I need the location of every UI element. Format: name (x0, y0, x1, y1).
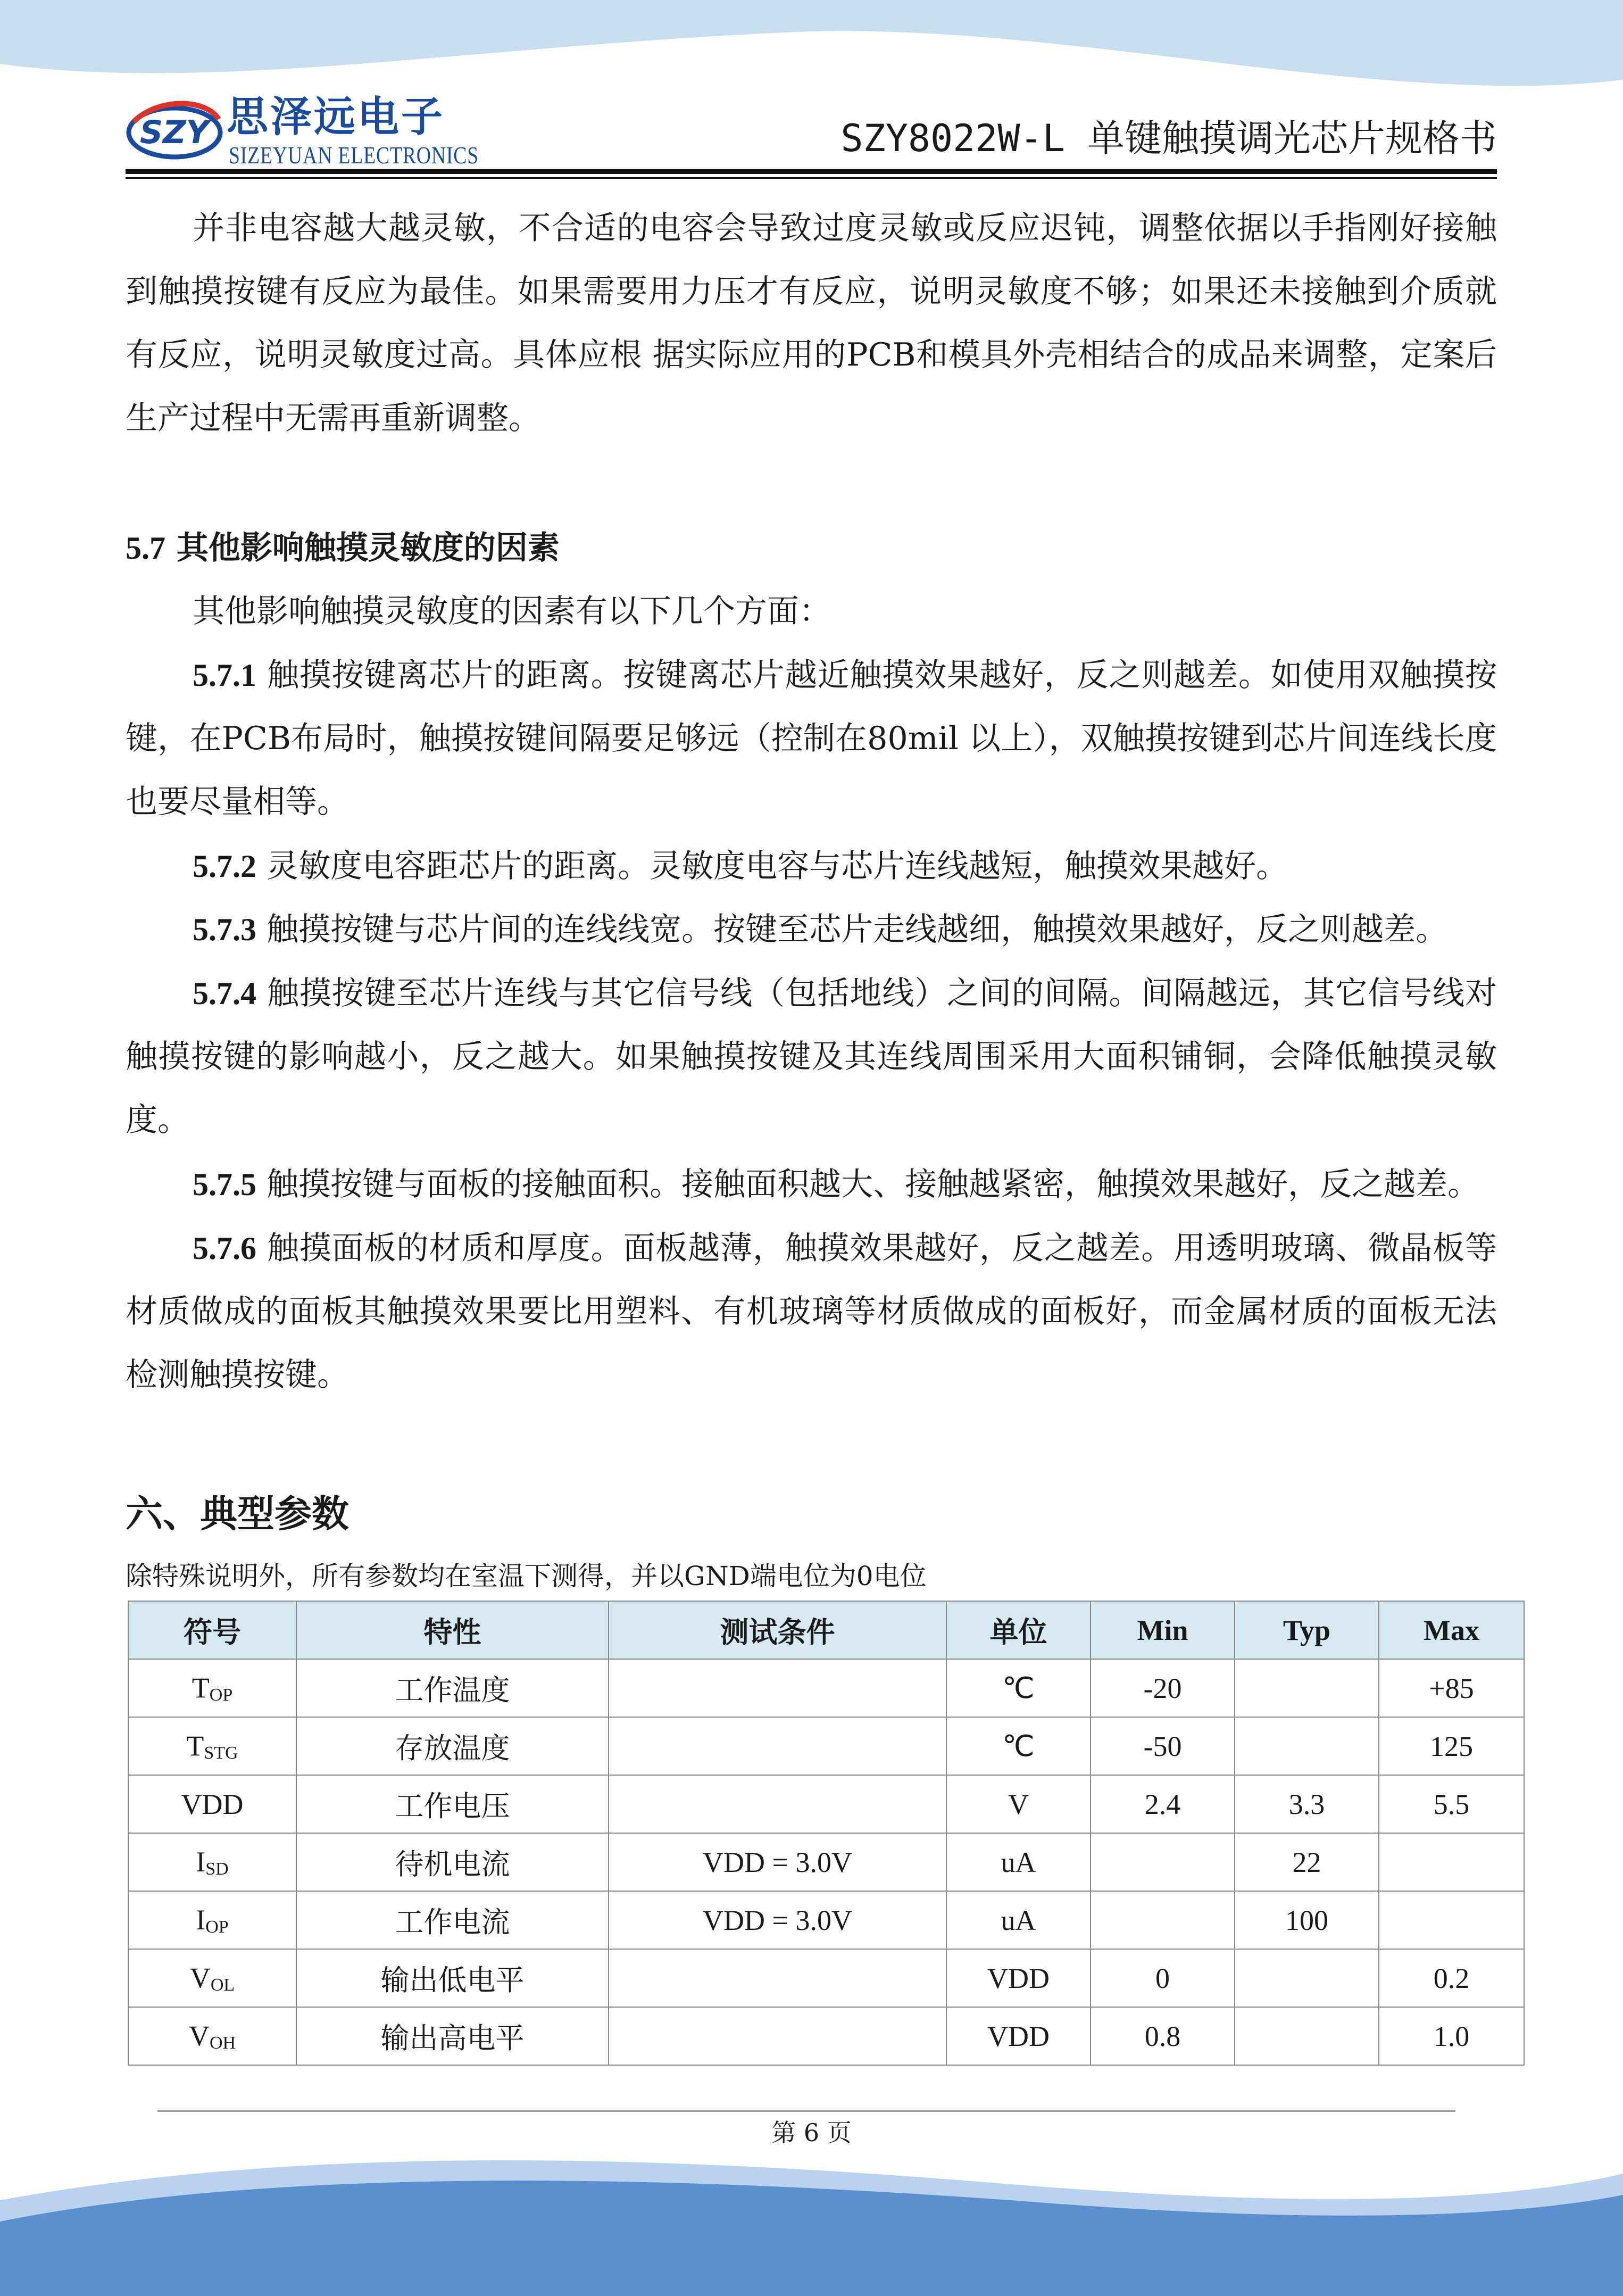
cell-typ: 22 (1235, 1833, 1379, 1891)
item-number: 5.7.2 (193, 849, 256, 884)
item-5-7-5 (126, 1153, 1497, 1216)
szy-logo-icon (126, 101, 223, 161)
symbol-main: T (186, 1729, 204, 1762)
symbol-subscript: STG (204, 1743, 238, 1763)
header-rule-thin (126, 177, 1497, 179)
cell-condition (609, 1717, 946, 1775)
company-logo (126, 93, 477, 173)
symbol-subscript: OL (210, 1975, 235, 1995)
cell-symbol (128, 1833, 296, 1891)
company-name-en: SIZEYUAN ELECTRONICS (229, 142, 479, 169)
cell-max: 1.0 (1379, 2007, 1524, 2065)
section-number: 5.7 (126, 531, 165, 566)
cell-min: -20 (1091, 1659, 1235, 1717)
cell-condition (609, 1775, 946, 1833)
cell-symbol (128, 1717, 296, 1775)
item-5-7-2 (126, 835, 1497, 898)
cell-max: +85 (1379, 1659, 1524, 1717)
symbol-subscript: OP (205, 1917, 229, 1937)
table-row (128, 1891, 1524, 1949)
cell-symbol (128, 1891, 296, 1949)
cell-unit: uA (946, 1833, 1091, 1891)
col-header-min: Min (1091, 1601, 1235, 1659)
cell-max (1379, 1833, 1524, 1891)
table-row (128, 1949, 1524, 2007)
symbol-subscript: SD (205, 1859, 229, 1879)
cell-unit: ℃ (946, 1717, 1091, 1775)
cell-condition: VDD = 3.0V (609, 1891, 946, 1949)
cell-characteristic: 待机电流 (296, 1833, 609, 1891)
symbol-main: VDD (181, 1788, 244, 1820)
item-number: 5.7.5 (193, 1167, 256, 1202)
top-wave-decoration (0, 0, 1623, 106)
section-lead: 其他影响触摸灵敏度的因素有以下几个方面： (193, 593, 831, 630)
cell-typ: 100 (1235, 1891, 1379, 1949)
cell-typ (1235, 1659, 1379, 1717)
svg-text:SZY: SZY (139, 114, 210, 151)
cell-characteristic: 输出高电平 (296, 2007, 609, 2065)
symbol-subscript: OH (209, 2033, 236, 2053)
item-number: 5.7.4 (193, 976, 256, 1011)
cell-min: 0 (1091, 1949, 1235, 2007)
item-text: 触摸按键与芯片间的连线线宽。按键至芯片走线越细，触摸效果越好，反之则越差。 (267, 911, 1448, 948)
col-header-symbol: 符号 (128, 1601, 296, 1659)
cell-typ (1235, 1717, 1379, 1775)
symbol-main: I (196, 1903, 206, 1936)
cell-condition (609, 2007, 946, 2065)
item-5-7-6 (126, 1217, 1497, 1407)
cell-typ: 3.3 (1235, 1775, 1379, 1833)
item-5-7-1 (126, 644, 1497, 834)
cell-max (1379, 1891, 1524, 1949)
cell-condition: VDD = 3.0V (609, 1833, 946, 1891)
bottom-wave-decoration (0, 2136, 1623, 2296)
symbol-main: I (196, 1845, 206, 1878)
cell-unit: uA (946, 1891, 1091, 1949)
cell-unit: ℃ (946, 1659, 1091, 1717)
item-text: 触摸按键与面板的接触面积。接触面积越大、接触越紧密，触摸效果越好，反之越差。 (267, 1166, 1480, 1203)
cell-characteristic: 工作温度 (296, 1659, 609, 1717)
item-number: 5.7.6 (193, 1231, 256, 1266)
footer-rule (157, 2110, 1455, 2112)
section-heading-5-7 (126, 527, 560, 569)
item-text: 灵敏度电容距芯片的距离。灵敏度电容与芯片连线越短，触摸效果越好。 (267, 848, 1288, 885)
cell-characteristic: 输出低电平 (296, 1949, 609, 2007)
cell-condition (609, 1659, 946, 1717)
table-row (128, 1717, 1524, 1775)
page-number: 第 6 页 (771, 2118, 852, 2147)
item-text: 触摸按键至芯片连线与其它信号线（包括地线）之间的间隔。间隔越远，其它信号线对触摸按键的影响越小，反之越大。如果触摸按键及其连线周围采用大面积铺铜，会降低触摸灵敏度。 (126, 975, 1497, 1139)
company-name-cn: 思泽远电子 (227, 93, 445, 141)
page-header (126, 93, 1497, 178)
section-heading-6: 六、典型参数 (126, 1491, 349, 1536)
symbol-main: V (188, 2019, 210, 2052)
cell-symbol (128, 1949, 296, 2007)
section-title: 其他影响触摸灵敏度的因素 (176, 529, 560, 567)
header-rule (126, 169, 1497, 174)
cell-typ (1235, 1949, 1379, 2007)
cell-characteristic: 工作电流 (296, 1891, 609, 1949)
symbol-subscript: OP (209, 1685, 233, 1705)
item-number: 5.7.3 (193, 912, 256, 947)
cell-unit: VDD (946, 2007, 1091, 2065)
table-header-row (128, 1601, 1524, 1659)
col-header-characteristic: 特性 (296, 1601, 609, 1659)
parameter-table (128, 1601, 1525, 2066)
cell-symbol (128, 2007, 296, 2065)
table-note: 除特殊说明外，所有参数均在室温下测得，并以GND端电位为0电位 (126, 1561, 927, 1592)
symbol-main: V (189, 1961, 211, 1994)
cell-min (1091, 1891, 1235, 1949)
col-header-condition: 测试条件 (609, 1601, 946, 1659)
cell-characteristic: 工作电压 (296, 1775, 609, 1833)
table-row (128, 1659, 1524, 1717)
cell-symbol (128, 1659, 296, 1717)
item-text: 触摸按键离芯片的距离。按键离芯片越近触摸效果越好，反之则越差。如使用双触摸按键，在PCB布局时，触摸按键间隔要足够远（控制在80mil 以上），双触摸按键到芯片间连线长度也要尽量相等。 (126, 657, 1497, 820)
cell-max: 5.5 (1379, 1775, 1524, 1833)
col-header-unit: 单位 (946, 1601, 1091, 1659)
cell-unit: V (946, 1775, 1091, 1833)
cell-min: -50 (1091, 1717, 1235, 1775)
cell-typ (1235, 2007, 1379, 2065)
col-header-max: Max (1379, 1601, 1524, 1659)
table-row (128, 1833, 1524, 1891)
cell-max: 125 (1379, 1717, 1524, 1775)
item-text: 触摸面板的材质和厚度。面板越薄，触摸效果越好，反之越差。用透明玻璃、微晶板等材质做成的面板其触摸效果要比用塑料、有机玻璃等材质做成的面板好，而金属材质的面板无法检测触摸按键。 (126, 1230, 1497, 1394)
cell-min: 0.8 (1091, 2007, 1235, 2065)
cell-condition (609, 1949, 946, 2007)
item-5-7-4 (126, 962, 1497, 1152)
cell-min: 2.4 (1091, 1775, 1235, 1833)
document-title: SZY8022W-L 单键触摸调光芯片规格书 (840, 117, 1497, 160)
symbol-main: T (192, 1671, 210, 1704)
col-header-typ: Typ (1235, 1601, 1379, 1659)
cell-min (1091, 1833, 1235, 1891)
item-number: 5.7.1 (193, 658, 256, 693)
cell-symbol (128, 1775, 296, 1833)
table-row (128, 1775, 1524, 1833)
table-row (128, 2007, 1524, 2065)
cell-characteristic: 存放温度 (296, 1717, 609, 1775)
cell-unit: VDD (946, 1949, 1091, 2007)
item-5-7-3 (126, 898, 1497, 961)
cell-max: 0.2 (1379, 1949, 1524, 2007)
intro-paragraph: 并非电容越大越灵敏，不合适的电容会导致过度灵敏或反应迟钝，调整依据以手指刚好接触到触摸按键有反应为最佳。如果需要用力压才有反应，说明灵敏度不够；如果还未接触到介质就有反应，说明灵敏度过高。具体应根 据实际应用的PCB和模具外壳相结合的成品来调整，定案后生产过程中无需再重新调整。 (126, 210, 1497, 437)
